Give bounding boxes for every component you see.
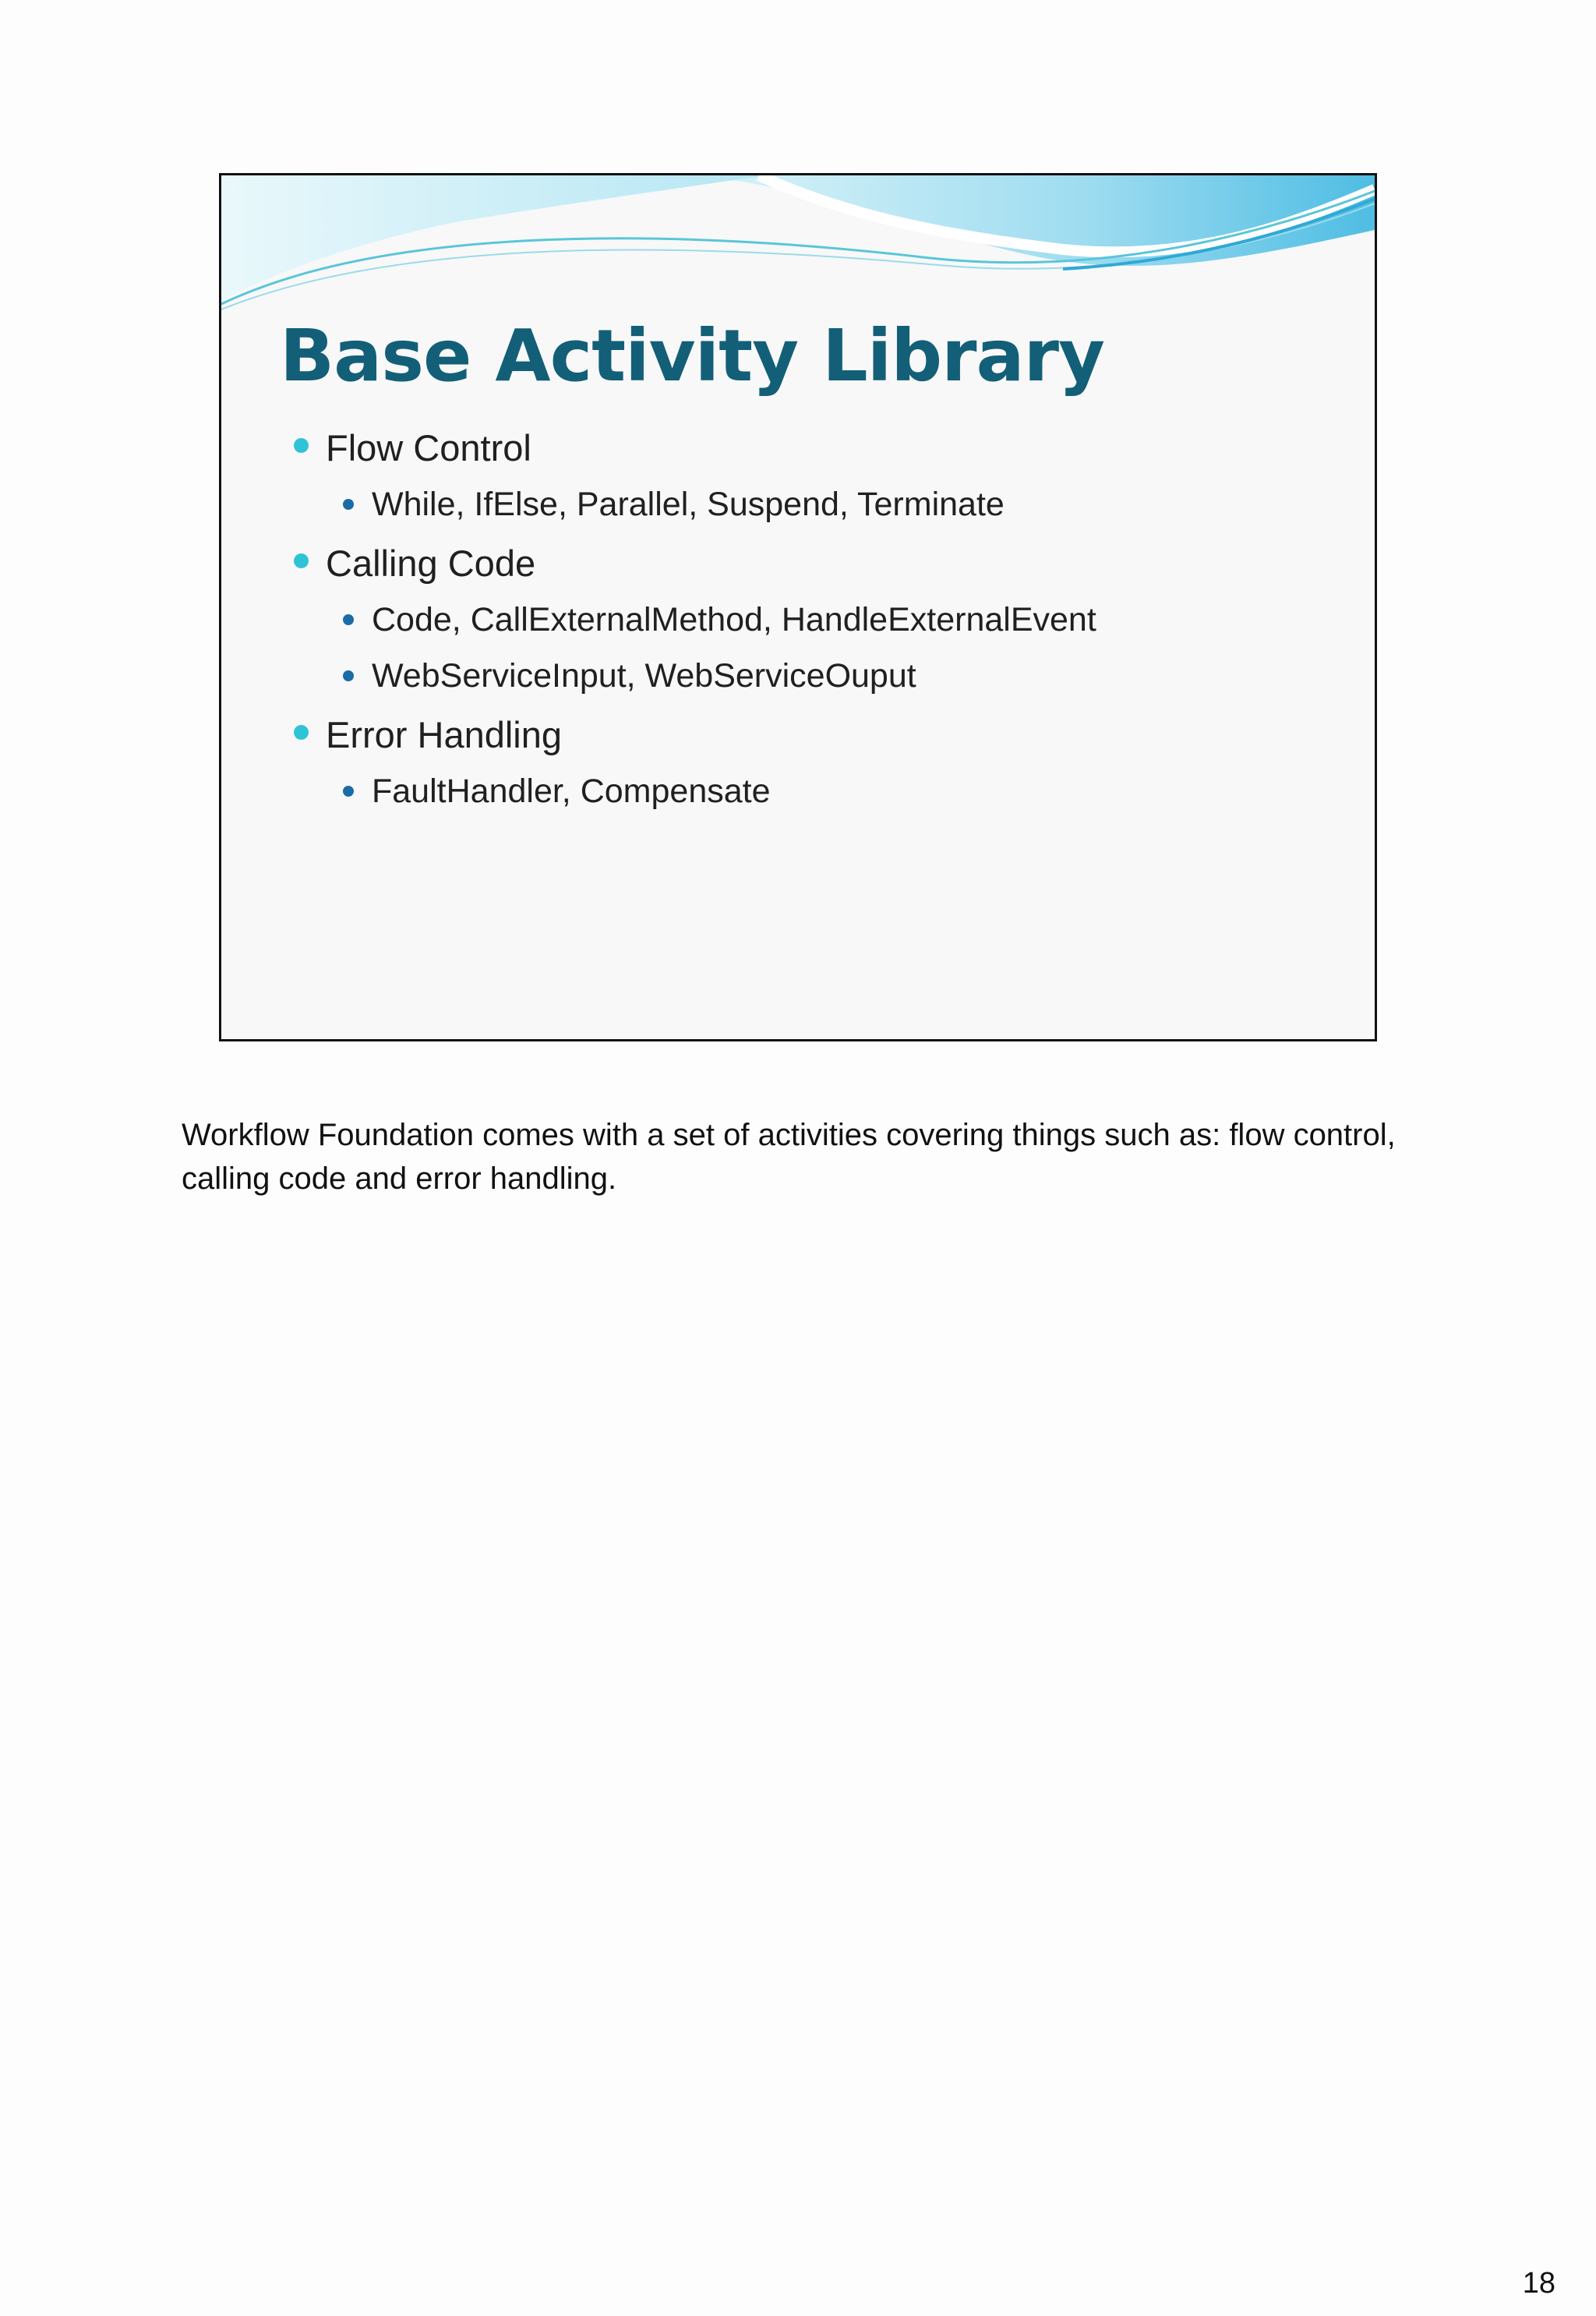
bullet-text: Flow Control [326, 427, 531, 469]
bullet-text: Calling Code [326, 543, 536, 584]
sub-bullet-text: While, IfElse, Parallel, Suspend, Terminate [372, 486, 1005, 523]
sub-bullet-flow-control-items [372, 486, 1005, 524]
bullet-flow-control [326, 426, 531, 469]
page-number: 18 [1522, 2267, 1555, 2300]
bullet-text: Error Handling [326, 714, 563, 755]
slide-thumbnail [219, 173, 1377, 1041]
bullet-calling-code [326, 542, 535, 585]
sub-bullet-text: WebServiceInput, WebServiceOuput [372, 657, 916, 695]
bullet-error-handling [326, 713, 562, 756]
bullet-dot-icon [294, 438, 309, 453]
sub-bullet-text: FaultHandler, Compensate [372, 773, 771, 810]
bullet-dot-icon [294, 725, 309, 740]
speaker-notes-text: Workflow Foundation comes with a set of activities covering things such as: flow control, calling code and error handling. [182, 1118, 1396, 1196]
sub-bullet-calling-code-items-2 [372, 657, 916, 695]
slide-bullet-list [221, 175, 1375, 1039]
sub-bullet-dot-icon [343, 499, 354, 510]
slide-title: Base Activity Library [280, 314, 1104, 398]
bullet-dot-icon [294, 553, 309, 568]
sub-bullet-calling-code-items-1 [372, 601, 1096, 639]
sub-bullet-dot-icon [343, 786, 354, 797]
sub-bullet-dot-icon [343, 670, 354, 681]
sub-bullet-dot-icon [343, 614, 354, 625]
sub-bullet-error-handling-items [372, 773, 771, 811]
sub-bullet-text: Code, CallExternalMethod, HandleExternalEvent [372, 601, 1096, 638]
